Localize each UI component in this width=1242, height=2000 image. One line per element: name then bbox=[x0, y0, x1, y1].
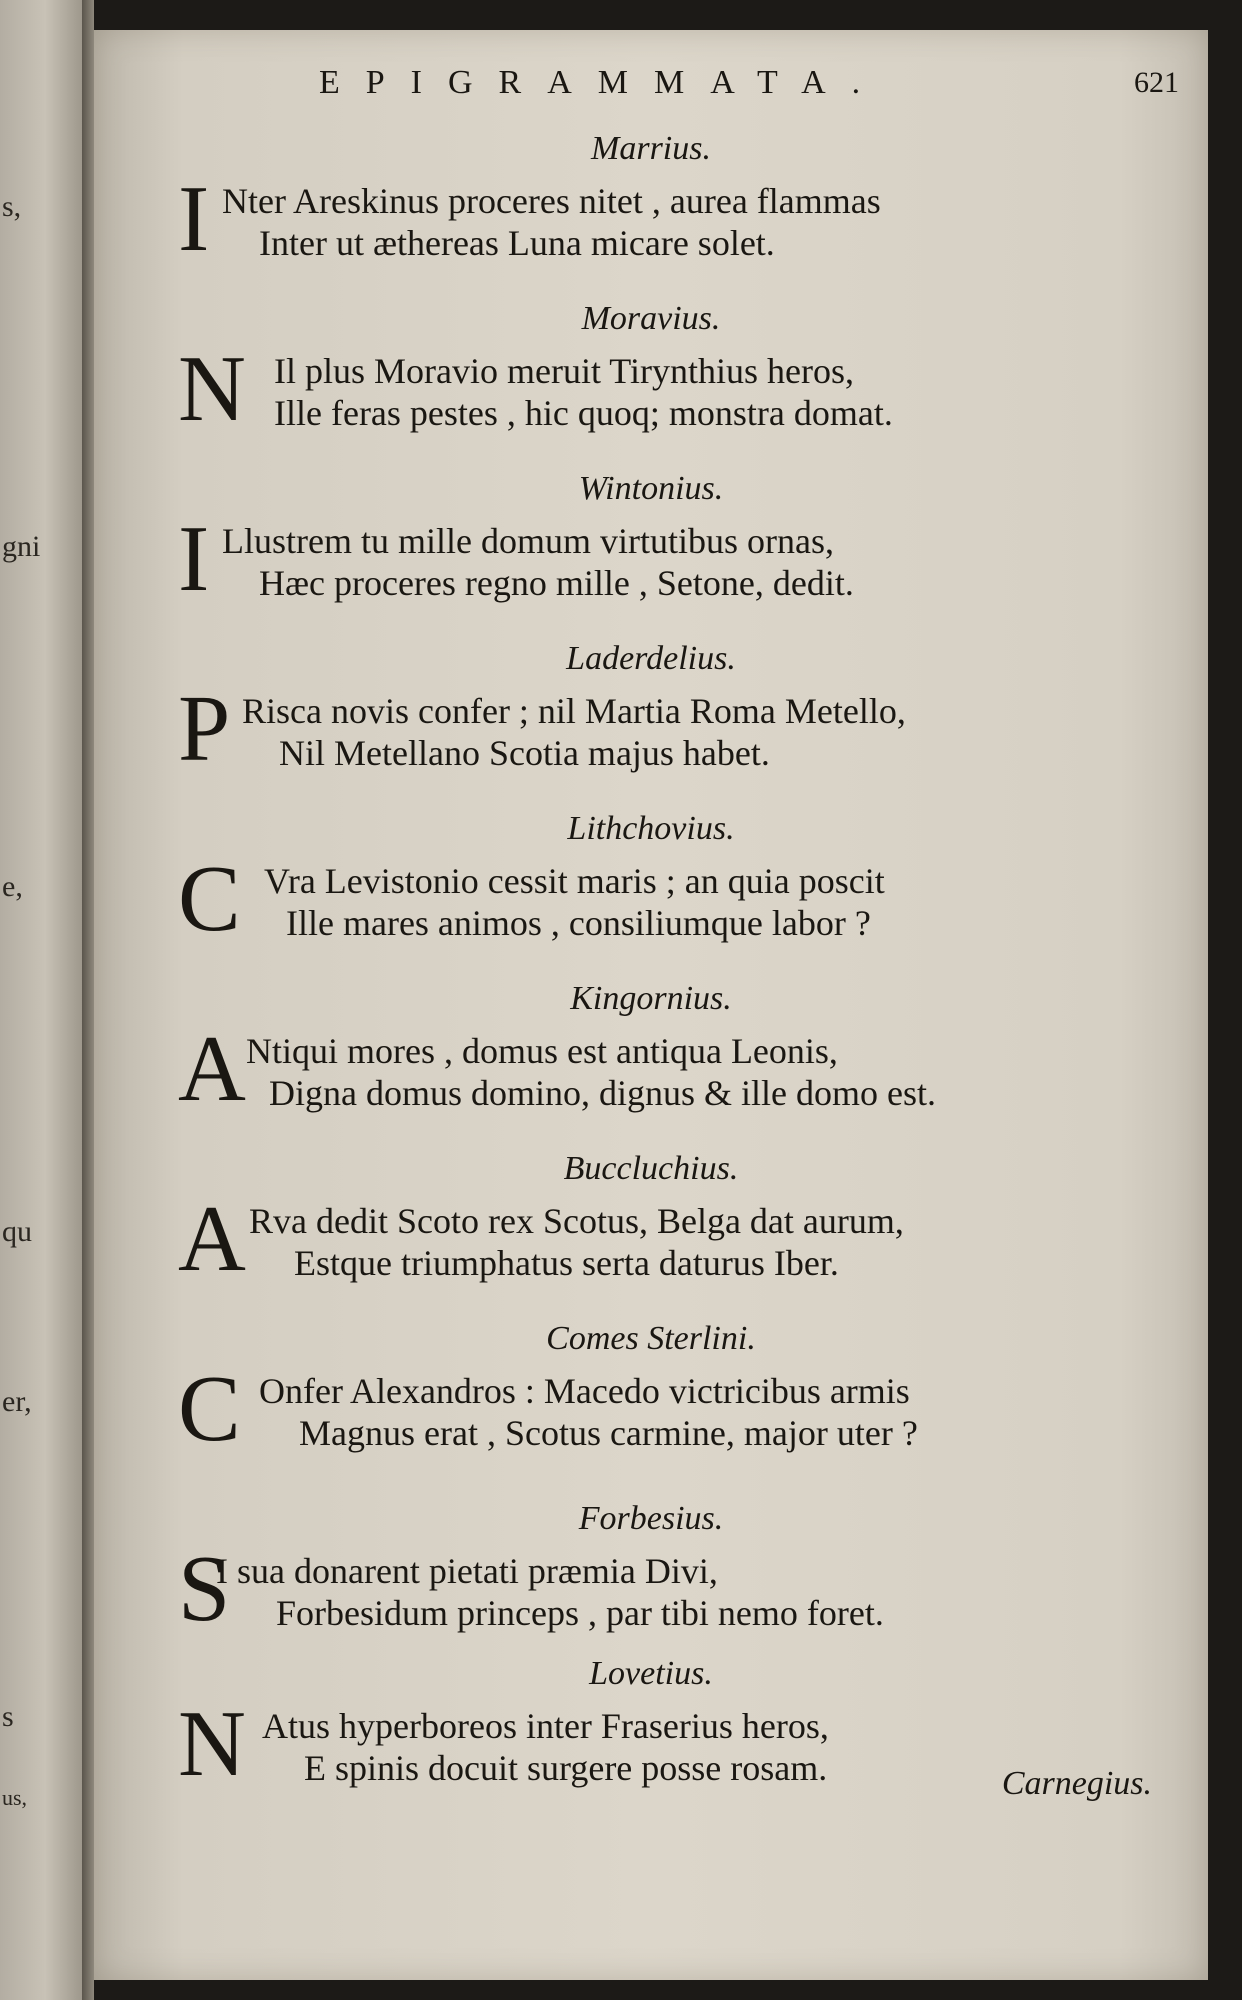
margin-fragment: e, bbox=[2, 870, 23, 903]
drop-initial: A bbox=[178, 1187, 246, 1291]
epigram-heading: Comes Sterlini. bbox=[546, 1320, 756, 1357]
drop-initial: I bbox=[178, 507, 210, 611]
facing-page-edge bbox=[0, 0, 82, 2000]
epigram-heading: Marrius. bbox=[591, 130, 711, 167]
verse-line-1: Nter Areskinus proceres nitet , aurea flammas bbox=[222, 181, 881, 221]
verse-line-1: Il plus Moravio meruit Tirynthius heros, bbox=[274, 351, 855, 391]
drop-initial: N bbox=[178, 337, 246, 441]
verse-line-2: Estque triumphatus serta daturus Iber. bbox=[294, 1243, 839, 1283]
verse-line-1: Llustrem tu mille domum virtutibus ornas, bbox=[222, 521, 834, 561]
catchword: Carnegius. bbox=[1001, 1765, 1152, 1802]
drop-initial: S bbox=[178, 1537, 231, 1641]
margin-fragment: s, bbox=[2, 190, 22, 223]
epigram-heading: Moravius. bbox=[581, 300, 721, 337]
margin-fragment: s bbox=[2, 1700, 14, 1733]
verse-line-2: Hæc proceres regno mille , Setone, dedit. bbox=[259, 563, 854, 603]
margin-fragment: qu bbox=[2, 1215, 32, 1248]
drop-initial: C bbox=[178, 1357, 241, 1461]
verse-line-1: Ntiqui mores , domus est antiqua Leonis, bbox=[246, 1031, 838, 1071]
drop-initial: N bbox=[178, 1692, 246, 1796]
verse-line-2: Magnus erat , Scotus carmine, major uter ? bbox=[299, 1413, 918, 1453]
page-header bbox=[319, 64, 1179, 114]
verse-line-1: I sua donarent pietati præmia Divi, bbox=[216, 1551, 718, 1591]
epigram-heading: Buccluchius. bbox=[563, 1150, 739, 1187]
verse-line-2: E spinis docuit surgere posse rosam. bbox=[304, 1748, 828, 1788]
verse-line-1: Atus hyperboreos inter Fraserius heros, bbox=[262, 1706, 829, 1746]
book-gutter bbox=[82, 0, 94, 2000]
verse-line-2: Forbesidum princeps , par tibi nemo foret. bbox=[276, 1593, 884, 1633]
epigram-heading: Laderdelius. bbox=[566, 640, 736, 677]
drop-initial: I bbox=[178, 167, 210, 271]
drop-initial: A bbox=[178, 1017, 246, 1121]
verse-line-2: Ille mares animos , consiliumque labor ? bbox=[286, 903, 871, 943]
drop-initial: P bbox=[178, 677, 231, 781]
margin-fragment: gni bbox=[2, 530, 41, 563]
margin-fragment: er, bbox=[2, 1385, 32, 1418]
page-number: 621 bbox=[1134, 66, 1179, 99]
epigram-heading: Kingornius. bbox=[570, 980, 732, 1017]
drop-initial: C bbox=[178, 847, 241, 951]
verse-line-1: Vra Levistonio cessit maris ; an quia poscit bbox=[264, 861, 885, 901]
margin-fragment: us, bbox=[2, 1785, 28, 1810]
verse-line-1: Risca novis confer ; nil Martia Roma Metello, bbox=[242, 691, 906, 731]
book-page bbox=[94, 30, 1208, 1980]
running-title: EPIGRAMMATA. bbox=[319, 64, 887, 101]
epigram-heading: Lithchovius. bbox=[567, 810, 735, 847]
verse-line-1: Rva dedit Scoto rex Scotus, Belga dat aurum, bbox=[249, 1201, 904, 1241]
verse-line-2: Digna domus domino, dignus & ille domo est. bbox=[269, 1073, 936, 1113]
epigram-heading: Lovetius. bbox=[589, 1655, 713, 1692]
epigram-heading: Wintonius. bbox=[578, 470, 724, 507]
verse-line-2: Nil Metellano Scotia majus habet. bbox=[279, 733, 770, 773]
verse-line-1: Onfer Alexandros : Macedo victricibus armis bbox=[259, 1371, 910, 1411]
verse-line-2: Inter ut æthereas Luna micare solet. bbox=[259, 223, 775, 263]
epigram-heading: Forbesius. bbox=[578, 1500, 724, 1537]
verse-line-2: Ille feras pestes , hic quoq; monstra domat. bbox=[274, 393, 893, 433]
